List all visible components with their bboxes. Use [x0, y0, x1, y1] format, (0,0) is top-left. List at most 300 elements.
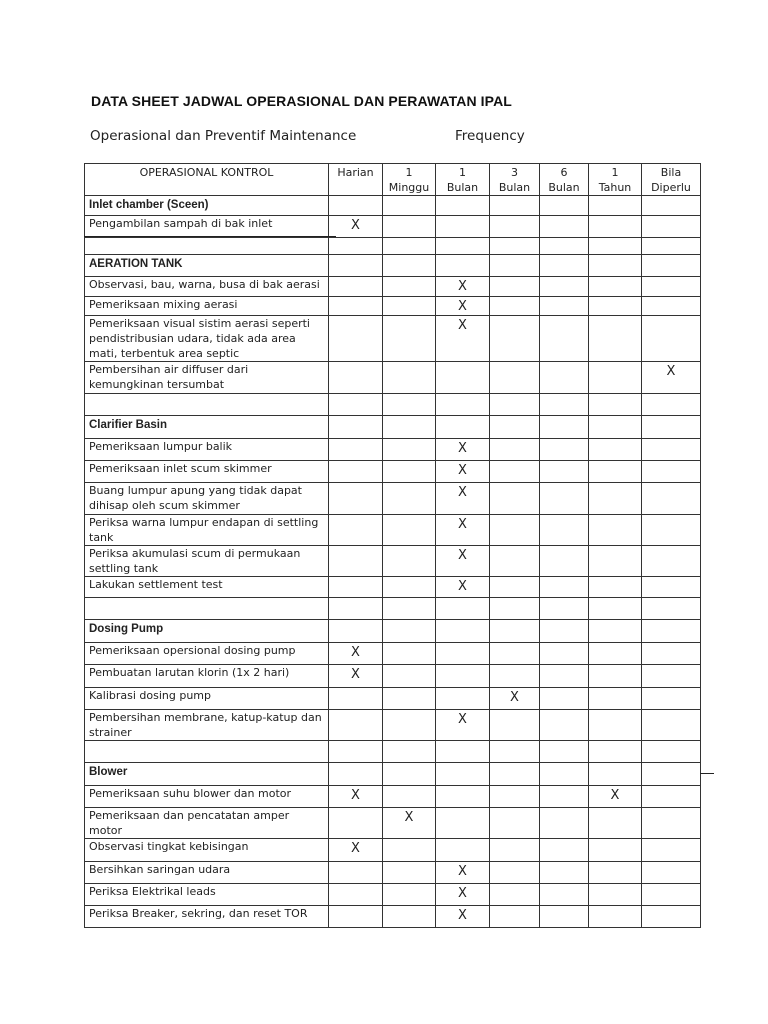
cell-1-bulan: [436, 196, 490, 216]
cell-1-minggu: [383, 483, 436, 515]
cell-1-minggu: [383, 238, 436, 255]
cell-3-bulan: [490, 546, 540, 577]
cell-6-bulan: [540, 297, 589, 316]
cell-1-bulan: [436, 620, 490, 643]
cell-6-bulan: [540, 862, 589, 884]
cell-1-tahun: [589, 598, 642, 620]
cell-1-minggu: [383, 316, 436, 362]
check-mark: X: [458, 463, 467, 478]
cell-bila-diperlu: [642, 546, 701, 577]
task-row: [85, 483, 701, 515]
section-row: [85, 620, 701, 643]
cell-6-bulan: [540, 598, 589, 620]
cell-harian: [329, 884, 383, 906]
cell-3-bulan: [490, 665, 540, 688]
cell-3-bulan: [490, 643, 540, 665]
task-label: Pembersihan membrane, katup-katup dan strainer: [85, 710, 329, 741]
cell-bila-diperlu: [642, 216, 701, 238]
cell-bila-diperlu: [642, 439, 701, 461]
cell-harian: [329, 546, 383, 577]
task-label: Pembersihan air diffuser dari kemungkinan tersumbat: [85, 362, 329, 394]
cell-3-bulan: [490, 839, 540, 862]
cell-1-bulan: [436, 786, 490, 808]
schedule-table: [84, 163, 701, 928]
cell-harian: [329, 515, 383, 546]
cell-3-bulan: [490, 884, 540, 906]
cell-1-tahun: [589, 577, 642, 598]
cell-3-bulan: [490, 416, 540, 439]
cell-1-bulan: [436, 763, 490, 786]
cell-6-bulan: [540, 741, 589, 763]
cell-harian: [329, 741, 383, 763]
cell-1-tahun: [589, 316, 642, 362]
task-row: [85, 710, 701, 741]
cell-harian: [329, 598, 383, 620]
subtitle-frequency: Frequency: [455, 128, 525, 144]
task-row: [85, 277, 701, 297]
cell-3-bulan: [490, 620, 540, 643]
cell-1-tahun: [589, 862, 642, 884]
task-label: [85, 238, 329, 255]
check-mark: X: [510, 690, 519, 705]
blank-row: [85, 394, 701, 416]
check-mark: X: [458, 517, 467, 532]
cell-6-bulan: [540, 906, 589, 928]
cell-harian: [329, 483, 383, 515]
task-row: [85, 786, 701, 808]
task-row: [85, 316, 701, 362]
check-mark: X: [351, 841, 360, 856]
cell-bila-diperlu: [642, 394, 701, 416]
cell-6-bulan: [540, 808, 589, 839]
section-label: Blower: [85, 763, 329, 786]
cell-6-bulan: [540, 255, 589, 277]
cell-6-bulan: [540, 620, 589, 643]
section-row: [85, 255, 701, 277]
check-mark: X: [351, 667, 360, 682]
check-mark: X: [458, 299, 467, 314]
cell-1-minggu: [383, 808, 436, 839]
cell-bila-diperlu: [642, 297, 701, 316]
cell-6-bulan: [540, 515, 589, 546]
blank-row: [85, 598, 701, 620]
cell-harian: [329, 906, 383, 928]
cell-harian: [329, 238, 383, 255]
cell-1-tahun: [589, 216, 642, 238]
task-label: Pemeriksaan dan pencatatan amper motor: [85, 808, 329, 839]
cell-1-tahun: [589, 665, 642, 688]
cell-1-tahun: [589, 394, 642, 416]
cell-1-minggu: [383, 515, 436, 546]
cell-bila-diperlu: [642, 710, 701, 741]
check-mark: X: [351, 788, 360, 803]
cell-harian: [329, 665, 383, 688]
cell-1-tahun: [589, 786, 642, 808]
cell-bila-diperlu: [642, 277, 701, 297]
section-label: Dosing Pump: [85, 620, 329, 643]
cell-1-tahun: [589, 839, 642, 862]
cell-1-minggu: [383, 297, 436, 316]
cell-harian: [329, 808, 383, 839]
cell-bila-diperlu: [642, 884, 701, 906]
cell-harian: [329, 620, 383, 643]
header-row: [85, 164, 701, 196]
cell-6-bulan: [540, 196, 589, 216]
cell-3-bulan: [490, 238, 540, 255]
task-label: Observasi tingkat kebisingan: [85, 839, 329, 862]
cell-harian: [329, 839, 383, 862]
cell-1-tahun: [589, 546, 642, 577]
cell-bila-diperlu: [642, 362, 701, 394]
cell-bila-diperlu: [642, 688, 701, 710]
cell-6-bulan: [540, 483, 589, 515]
check-mark: X: [351, 218, 360, 233]
task-label: Periksa Breaker, sekring, dan reset TOR: [85, 906, 329, 928]
cell-1-tahun: [589, 741, 642, 763]
section-row: [85, 763, 701, 786]
cell-1-tahun: [589, 643, 642, 665]
cell-1-bulan: [436, 598, 490, 620]
cell-1-minggu: [383, 196, 436, 216]
header-1-tahun: 1 Tahun: [589, 164, 642, 196]
task-row: [85, 577, 701, 598]
check-mark: X: [458, 548, 467, 563]
cell-1-tahun: [589, 620, 642, 643]
cell-6-bulan: [540, 786, 589, 808]
cell-1-bulan: [436, 906, 490, 928]
cell-bila-diperlu: [642, 483, 701, 515]
cell-1-bulan: [436, 216, 490, 238]
task-label: Pemeriksaan opersional dosing pump: [85, 643, 329, 665]
cell-3-bulan: [490, 277, 540, 297]
check-mark: X: [458, 485, 467, 500]
cell-harian: [329, 439, 383, 461]
cell-3-bulan: [490, 710, 540, 741]
cell-bila-diperlu: [642, 461, 701, 483]
task-label: Periksa warna lumpur endapan di settling tank: [85, 515, 329, 546]
cell-1-tahun: [589, 277, 642, 297]
section-label: Inlet chamber (Sceen): [85, 196, 329, 216]
cell-6-bulan: [540, 839, 589, 862]
cell-1-tahun: [589, 906, 642, 928]
cell-1-minggu: [383, 665, 436, 688]
header-1-bulan: 1 Bulan: [436, 164, 490, 196]
cell-1-minggu: [383, 577, 436, 598]
task-row: [85, 688, 701, 710]
cell-1-bulan: [436, 688, 490, 710]
task-row: [85, 216, 701, 238]
task-row: [85, 362, 701, 394]
check-mark: X: [458, 864, 467, 879]
task-row: [85, 862, 701, 884]
cell-bila-diperlu: [642, 416, 701, 439]
cell-1-bulan: [436, 394, 490, 416]
cell-1-minggu: [383, 598, 436, 620]
cell-3-bulan: [490, 515, 540, 546]
cell-1-tahun: [589, 763, 642, 786]
cell-harian: [329, 643, 383, 665]
cell-bila-diperlu: [642, 763, 701, 786]
check-mark: X: [458, 279, 467, 294]
cell-1-tahun: [589, 515, 642, 546]
cell-3-bulan: [490, 808, 540, 839]
cell-bila-diperlu: [642, 577, 701, 598]
cell-bila-diperlu: [642, 515, 701, 546]
cell-1-tahun: [589, 238, 642, 255]
cell-1-bulan: [436, 416, 490, 439]
cell-1-bulan: [436, 255, 490, 277]
cell-6-bulan: [540, 216, 589, 238]
cell-1-bulan: [436, 665, 490, 688]
check-mark: X: [610, 788, 620, 803]
cell-bila-diperlu: [642, 786, 701, 808]
cell-6-bulan: [540, 439, 589, 461]
blank-row: [85, 238, 701, 255]
cell-3-bulan: [490, 316, 540, 362]
cell-6-bulan: [540, 643, 589, 665]
task-label: [85, 394, 329, 416]
header-1-minggu: 1 Minggu: [383, 164, 436, 196]
cell-harian: [329, 688, 383, 710]
header-operasional-kontrol: OPERASIONAL KONTROL: [85, 164, 329, 196]
cell-1-minggu: [383, 643, 436, 665]
cell-harian: [329, 277, 383, 297]
cell-3-bulan: [490, 255, 540, 277]
check-mark: X: [458, 318, 467, 333]
cell-1-bulan: [436, 710, 490, 741]
task-row: [85, 808, 701, 839]
header-6-bulan: 6 Bulan: [540, 164, 589, 196]
task-row: [85, 839, 701, 862]
cell-bila-diperlu: [642, 255, 701, 277]
cell-bila-diperlu: [642, 665, 701, 688]
cell-1-bulan: [436, 741, 490, 763]
cell-1-minggu: [383, 862, 436, 884]
cell-harian: [329, 416, 383, 439]
task-row: [85, 439, 701, 461]
cell-3-bulan: [490, 196, 540, 216]
cell-1-minggu: [383, 546, 436, 577]
cell-1-bulan: [436, 277, 490, 297]
task-label: Periksa akumulasi scum di permukaan settling tank: [85, 546, 329, 577]
task-row: [85, 297, 701, 316]
cell-bila-diperlu: [642, 906, 701, 928]
section-label: Clarifier Basin: [85, 416, 329, 439]
task-label: Lakukan settlement test: [85, 577, 329, 598]
cell-harian: [329, 216, 383, 238]
cell-3-bulan: [490, 688, 540, 710]
cell-1-bulan: [436, 839, 490, 862]
cell-1-minggu: [383, 461, 436, 483]
cell-bila-diperlu: [642, 196, 701, 216]
cell-3-bulan: [490, 763, 540, 786]
task-label: Buang lumpur apung yang tidak dapat dihisap oleh scum skimmer: [85, 483, 329, 515]
cell-1-bulan: [436, 884, 490, 906]
cell-3-bulan: [490, 362, 540, 394]
cell-bila-diperlu: [642, 643, 701, 665]
cell-1-bulan: [436, 862, 490, 884]
section-row: [85, 196, 701, 216]
cell-1-tahun: [589, 461, 642, 483]
cell-1-bulan: [436, 362, 490, 394]
task-row: [85, 546, 701, 577]
task-label: Pemeriksaan lumpur balik: [85, 439, 329, 461]
cell-6-bulan: [540, 665, 589, 688]
cell-bila-diperlu: [642, 741, 701, 763]
cell-1-minggu: [383, 394, 436, 416]
cell-1-tahun: [589, 688, 642, 710]
task-row: [85, 461, 701, 483]
task-label: Bersihkan saringan udara: [85, 862, 329, 884]
cell-1-tahun: [589, 255, 642, 277]
cell-bila-diperlu: [642, 316, 701, 362]
cell-1-minggu: [383, 786, 436, 808]
blank-row: [85, 741, 701, 763]
cell-1-tahun: [589, 362, 642, 394]
cell-bila-diperlu: [642, 620, 701, 643]
cell-1-minggu: [383, 710, 436, 741]
cell-1-tahun: [589, 196, 642, 216]
cell-1-minggu: [383, 439, 436, 461]
cell-harian: [329, 196, 383, 216]
task-label: Pemeriksaan inlet scum skimmer: [85, 461, 329, 483]
check-mark: X: [404, 810, 414, 825]
cell-1-minggu: [383, 763, 436, 786]
cell-1-minggu: [383, 884, 436, 906]
cell-1-bulan: [436, 238, 490, 255]
cell-1-minggu: [383, 741, 436, 763]
cell-3-bulan: [490, 483, 540, 515]
cell-harian: [329, 394, 383, 416]
cell-harian: [329, 763, 383, 786]
cell-6-bulan: [540, 461, 589, 483]
cell-6-bulan: [540, 688, 589, 710]
cell-1-minggu: [383, 620, 436, 643]
cell-1-tahun: [589, 884, 642, 906]
task-label: Pemeriksaan suhu blower dan motor: [85, 786, 329, 808]
cell-1-tahun: [589, 439, 642, 461]
document-title: DATA SHEET JADWAL OPERASIONAL DAN PERAWATAN IPAL: [91, 93, 512, 109]
task-row: [85, 515, 701, 546]
cell-3-bulan: [490, 394, 540, 416]
check-mark: X: [351, 645, 360, 660]
cell-6-bulan: [540, 416, 589, 439]
task-label: Kalibrasi dosing pump: [85, 688, 329, 710]
cell-harian: [329, 297, 383, 316]
underline-inlet: [84, 236, 336, 237]
check-mark: X: [666, 364, 676, 379]
cell-1-tahun: [589, 710, 642, 741]
cell-1-tahun: [589, 808, 642, 839]
cell-3-bulan: [490, 297, 540, 316]
cell-3-bulan: [490, 741, 540, 763]
cell-6-bulan: [540, 884, 589, 906]
section-label: AERATION TANK: [85, 255, 329, 277]
cell-3-bulan: [490, 216, 540, 238]
cell-harian: [329, 577, 383, 598]
task-row: [85, 665, 701, 688]
cell-1-bulan: [436, 515, 490, 546]
cell-3-bulan: [490, 598, 540, 620]
cell-6-bulan: [540, 763, 589, 786]
cell-1-bulan: [436, 461, 490, 483]
cell-6-bulan: [540, 316, 589, 362]
header-3-bulan: 3 Bulan: [490, 164, 540, 196]
cell-1-tahun: [589, 483, 642, 515]
header-bila-diperlu: Bila Diperlu: [642, 164, 701, 196]
cell-harian: [329, 786, 383, 808]
cell-bila-diperlu: [642, 238, 701, 255]
task-label: Pemeriksaan mixing aerasi: [85, 297, 329, 316]
cell-1-bulan: [436, 577, 490, 598]
cell-6-bulan: [540, 546, 589, 577]
cell-bila-diperlu: [642, 839, 701, 862]
cell-1-minggu: [383, 416, 436, 439]
cell-1-minggu: [383, 688, 436, 710]
cell-1-bulan: [436, 808, 490, 839]
cell-1-tahun: [589, 416, 642, 439]
cell-bila-diperlu: [642, 598, 701, 620]
check-mark: X: [458, 886, 467, 901]
task-label: Pemeriksaan visual sistim aerasi seperti pendistribusian udara, tidak ada area mati, terbentuk area septic: [85, 316, 329, 362]
cell-1-bulan: [436, 297, 490, 316]
cell-1-minggu: [383, 255, 436, 277]
check-mark: X: [458, 908, 467, 923]
task-label: [85, 598, 329, 620]
header-harian: Harian: [329, 164, 383, 196]
cell-6-bulan: [540, 577, 589, 598]
task-row: [85, 643, 701, 665]
cell-3-bulan: [490, 786, 540, 808]
cell-3-bulan: [490, 577, 540, 598]
cell-1-bulan: [436, 546, 490, 577]
cell-harian: [329, 255, 383, 277]
cell-1-minggu: [383, 216, 436, 238]
task-label: Observasi, bau, warna, busa di bak aerasi: [85, 277, 329, 297]
cell-1-bulan: [436, 439, 490, 461]
cell-3-bulan: [490, 906, 540, 928]
cell-1-bulan: [436, 483, 490, 515]
cell-1-minggu: [383, 277, 436, 297]
cell-bila-diperlu: [642, 808, 701, 839]
cell-1-tahun: [589, 297, 642, 316]
task-row: [85, 884, 701, 906]
cell-1-minggu: [383, 839, 436, 862]
cell-1-minggu: [383, 906, 436, 928]
subtitle-operasional: Operasional dan Preventif Maintenance: [90, 128, 357, 144]
task-label: [85, 741, 329, 763]
task-label: Periksa Elektrikal leads: [85, 884, 329, 906]
task-row: [85, 906, 701, 928]
check-mark: X: [458, 441, 467, 456]
task-label: Pembuatan larutan klorin (1x 2 hari): [85, 665, 329, 688]
cell-harian: [329, 362, 383, 394]
cell-1-minggu: [383, 362, 436, 394]
cell-harian: [329, 316, 383, 362]
task-label: Pengambilan sampah di bak inlet: [85, 216, 329, 238]
cell-1-bulan: [436, 643, 490, 665]
cell-3-bulan: [490, 862, 540, 884]
blower-guideline: [700, 773, 714, 774]
cell-6-bulan: [540, 394, 589, 416]
cell-harian: [329, 710, 383, 741]
check-mark: X: [458, 712, 467, 727]
cell-harian: [329, 461, 383, 483]
cell-bila-diperlu: [642, 862, 701, 884]
cell-6-bulan: [540, 362, 589, 394]
check-mark: X: [458, 579, 467, 594]
cell-3-bulan: [490, 439, 540, 461]
